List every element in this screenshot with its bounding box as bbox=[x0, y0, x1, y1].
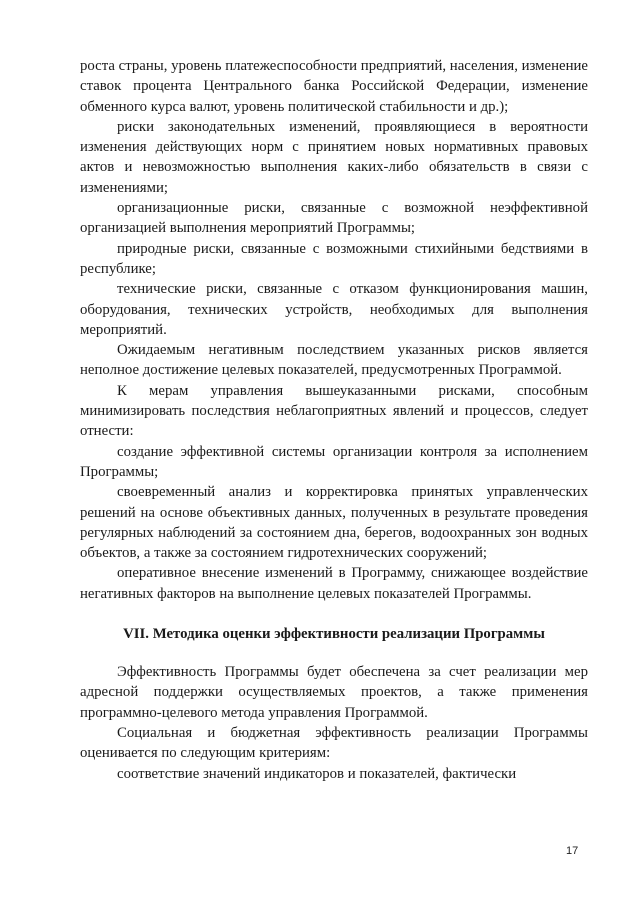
section-heading: VII. Методика оценки эффективности реализации Программы bbox=[123, 626, 545, 643]
paragraph: организационные риски, связанные с возможной неэффективной организацией выполнения мероприятий Программы; bbox=[80, 200, 588, 237]
paragraph: К мерам управления вышеуказанными рисками, способным минимизировать последствия неблагоприятных явлений и процессов, следует отнести: bbox=[80, 382, 588, 440]
paragraph: природные риски, связанные с возможными стихийными бедствиями в республике; bbox=[80, 240, 588, 277]
paragraph: своевременный анализ и корректировка принятых управленческих решений на основе объективных данных, полученных в результате проведения регулярных наблюдений за состоянием дна, берегов, водоохранных зон водных объектов, а также за состоянием гидротехнических сооружений; bbox=[80, 484, 588, 562]
paragraph: Социальная и бюджетная эффективность реализации Программы оценивается по следующим критериям: bbox=[80, 724, 588, 762]
document-page bbox=[80, 56, 588, 784]
text-block-methodology bbox=[80, 662, 588, 784]
text-block-risks bbox=[80, 56, 588, 604]
paragraph: создание эффективной системы организации контроля за исполнением Программы; bbox=[80, 443, 588, 480]
paragraph: Ожидаемым негативным последствием указанных рисков является неполное достижение целевых показателей, предусмотренных Программой. bbox=[80, 342, 588, 379]
paragraph: технические риски, связанные с отказом функционирования машин, оборудования, технических устройств, необходимых для выполнения мероприятий. bbox=[80, 281, 588, 338]
paragraph: роста страны, уровень платежеспособности предприятий, населения, изменение ставок процента Центрального банка Российской Федерации, изменение обменного курса валют, уровень политической стабильности и др.); bbox=[80, 58, 588, 115]
paragraph: риски законодательных изменений, проявляющиеся в вероятности изменения действующих норм с принятием новых нормативных правовых актов и невозможностью выполнения каких-либо обязательств в связи с изменениями; bbox=[80, 118, 588, 196]
page-number: 17 bbox=[566, 845, 579, 857]
paragraph: Эффективность Программы будет обеспечена за счет реализации мер адресной поддержки осуществляемых проектов, а также применения программно-целевого метода управления Программой. bbox=[80, 664, 588, 721]
paragraph: оперативное внесение изменений в Программу, снижающее воздействие негативных факторов на выполнение целевых показателей Программы. bbox=[80, 565, 588, 602]
paragraph: соответствие значений индикаторов и показателей, фактически bbox=[117, 765, 517, 782]
